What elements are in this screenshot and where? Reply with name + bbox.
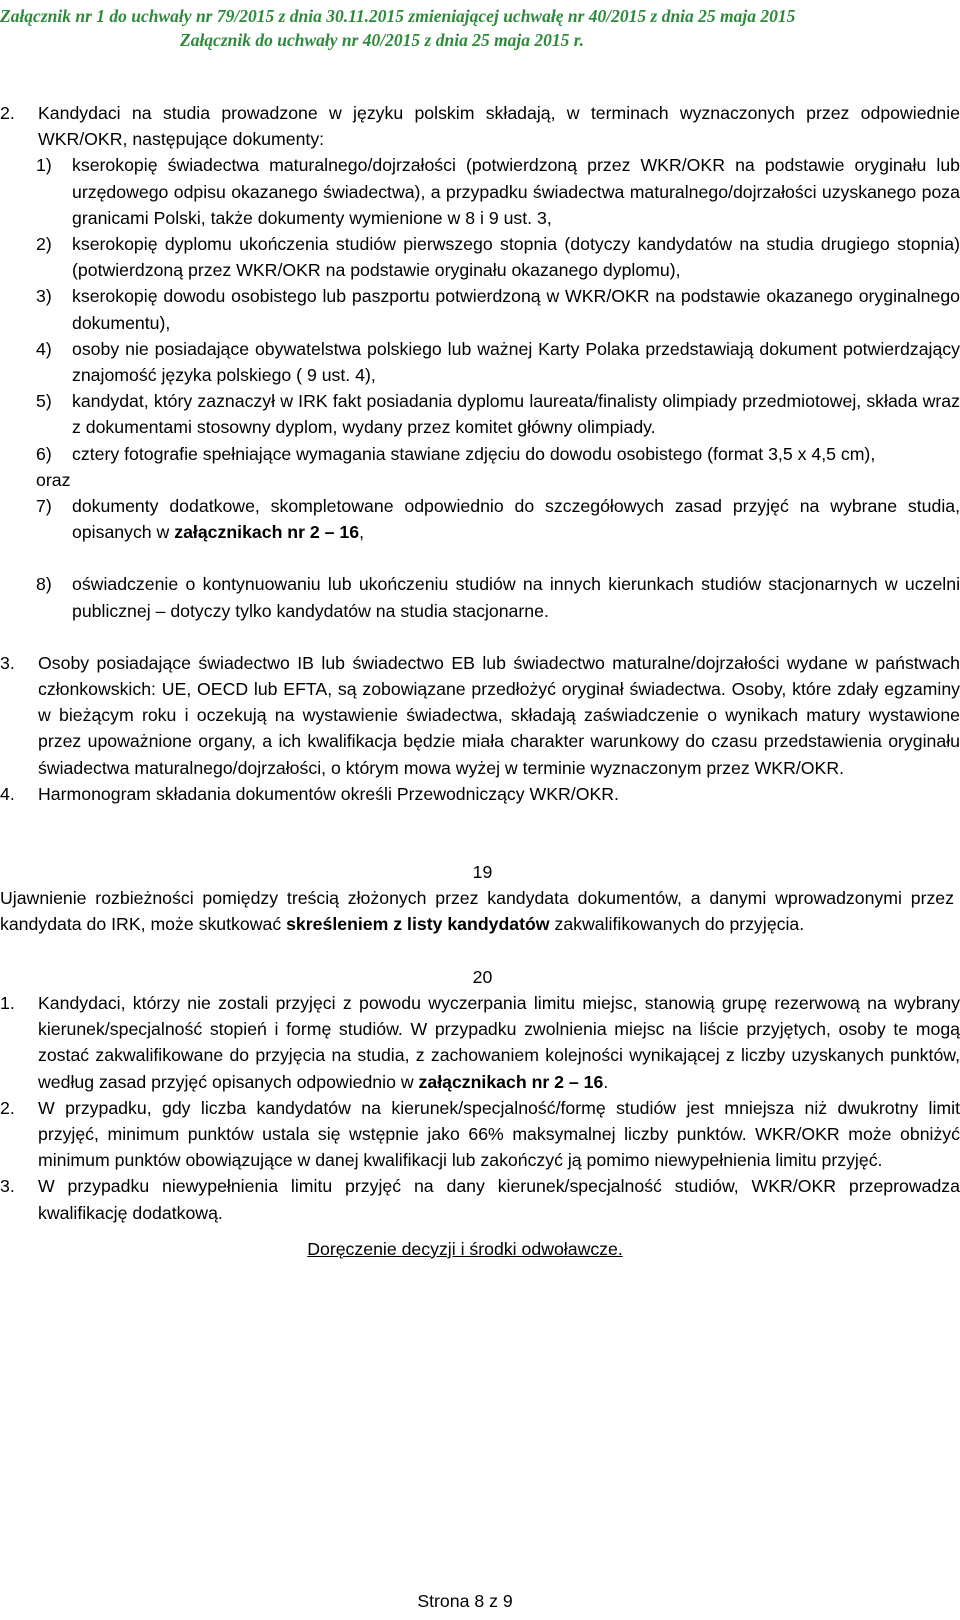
list-item (0, 283, 960, 335)
list-item-text (72, 493, 960, 545)
conjunction-text: oraz (36, 469, 71, 490)
list-item (0, 441, 960, 467)
section-19-heading (0, 859, 960, 885)
point-text: Harmonogram składania dokumentów określi Przewodniczący WKR/OKR. (38, 783, 619, 804)
point-text (38, 1173, 960, 1225)
point-text (38, 990, 960, 1095)
spacer (0, 624, 960, 650)
document-body (0, 100, 960, 1262)
list-item (0, 152, 960, 231)
text-run: dokumenty dodatkowe, skompletowane odpowiednio do szczegółowych zasad przyjęć na wybrane studia, opisanych w (72, 496, 960, 543)
point-number: 1. (0, 992, 15, 1013)
list-item-number: 3) (36, 286, 52, 307)
point-3 (0, 650, 960, 781)
point-number: 3. (0, 652, 15, 673)
list-item-number: 7) (36, 496, 52, 517)
list-item (0, 493, 960, 545)
point-text (38, 1095, 960, 1174)
section-20-heading (0, 964, 960, 990)
section-19-text (0, 885, 954, 937)
header-annex-label: Załącznik nr 1 (0, 6, 106, 26)
page-number: Strona 8 z 9 (417, 1591, 513, 1611)
text-run: oświadczenie o kontynuowaniu lub ukończeniu studiów na innych kierunkach studiów stacjonarnych w uczelni publicznej (72, 574, 960, 621)
list-item-number: 8) (36, 574, 52, 595)
list-item-number: 1) (36, 155, 52, 176)
text-run: W przypadku, gdy liczba kandydatów na kierunek/specjalność/formę studiów jest mniejsza niż dwukrotny limit przyjęć, minimum punktów ustala się wstępnie jako 66% maksymalnej liczby punktów. WKR/OKR może obniżyć minimum punktów obowiązujące w danej kwalifikacji lub zakończyć ją pomimo niewypełnienia limitu przyjęć. (38, 1097, 960, 1171)
point-text: Kandydaci na studia prowadzone w języku polskim składają, w terminach wyznaczonych przez odpowiednie WKR/OKR, następujące dokumenty: (38, 103, 960, 150)
section-title: Doręczenie decyzji i środki odwoławcze. (307, 1238, 623, 1259)
point-text: Osoby posiadające świadectwo IB lub świadectwo EB lub świadectwo maturalne/dojrzałości wydane w państwach członkowskich: UE, OECD lub EFTA, są zobowiązane przedłożyć oryginał świadectwa. Osoby, które zdały egzaminy w bieżącym roku i oczekują na wystawienie świadectwa, składają zaświadczenie o wynikach matury wystawione przez upoważnione organy, a ich kwalifikacja będzie miała charakter warunkowy do czasu przedstawienia oryginału świadectwa maturalnego/dojrzałości, o którym mowa wyżej w terminie wyznaczonym przez WKR/OKR. (38, 652, 960, 778)
list-item-text (72, 571, 960, 623)
list-item-number: 5) (36, 391, 52, 412)
section-number: 20 (472, 966, 493, 987)
list-item-text: osoby nie posiadające obywatelstwa polskiego lub ważnej Karty Polaka przedstawiają dokument potwierdzający znajomość języka polskiego ( 9 ust. 4), (72, 338, 960, 386)
spacer (0, 545, 960, 571)
list-item-number: 4) (36, 338, 52, 359)
text-run: – dotyczy tylko kandydatów na studia stacjonarne (155, 600, 544, 621)
list-item-text: kserokopię dyplomu ukończenia studiów pierwszego stopnia (dotyczy kandydatów na studia drugiego stopnia) (potwierdzoną przez WKR/OKR na podstawie oryginału okazanego dyplomu), (72, 234, 960, 281)
point-number: 2. (0, 103, 15, 123)
list-item-number: 2) (36, 234, 52, 255)
list-item (0, 336, 960, 388)
section-number: 19 (472, 862, 493, 883)
list-item-number: 6) (36, 443, 52, 464)
list-item (0, 231, 960, 283)
header-line-1 (0, 4, 960, 28)
text-run: . (543, 600, 549, 621)
text-run: , (359, 522, 365, 543)
text-run: zakwalifikowanych do przyjęcia. (549, 914, 805, 935)
spacer (0, 938, 960, 964)
page-header (0, 4, 960, 52)
header-annex-text: do uchwały nr 79/2015 z dnia 30.11.2015 zmieniającej uchwałę nr 40/2015 z dnia 25 maja 2015 (105, 6, 796, 26)
list-item-text: kserokopię świadectwa maturalnego/dojrzałości (potwierdzoną przez WKR/OKR na podstawie oryginału lub urzędowego odpisu okazanego świadectwa), a przypadku świadectwa maturalnego/dojrzałości uzyskanego poza granicami Polski, także dokumenty wymienione w 8 i 9 ust. 3, (72, 155, 960, 228)
list-item-text: kserokopię dowodu osobistego lub paszportu potwierdzoną w WKR/OKR na podstawie okazanego oryginalnego dokumentu), (72, 286, 960, 333)
section-20-point (0, 1095, 960, 1174)
bold-text-run: załącznikach nr 2 – 16 (174, 522, 360, 543)
text-run: W przypadku niewypełnienia limitu przyjęć na dany kierunek/specjalność studiów, WKR/OKR przeprowadza kwalifikację dodatkową. (38, 1176, 960, 1223)
header-line-2: Załącznik do uchwały nr 40/2015 z dnia 25 maja 2015 r. (180, 30, 585, 50)
text-run: . (603, 1071, 609, 1092)
point-number: 2. (0, 1097, 15, 1118)
section-20-point (0, 1173, 960, 1225)
spacer (0, 807, 960, 859)
list-item-text: cztery fotografie spełniające wymagania stawiane zdjęciu do dowodu osobistego (format 3,5 x 4,5 cm), (72, 443, 876, 464)
text-run: Ujawnienie rozbieżności pomiędzy treścią złożonych przez kandydata dokumentów, a danymi wprowadzonymi przez kandydata do IRK, może skutkować (0, 888, 954, 935)
bold-text-run: skreśleniem z listy kandydatów (286, 914, 550, 935)
section-20-point (0, 990, 960, 1095)
list-item-text: kandydat, który zaznaczył w IRK fakt posiadania dyplomu laureata/finalisty olimpiady przedmiotowej, składa wraz z dokumentami stosowny dyplom, wydany przez komitet główny olimpiady. (72, 391, 960, 438)
list-item (0, 388, 960, 440)
list-item (0, 571, 960, 623)
point-2 (0, 100, 960, 152)
point-number: 4. (0, 783, 15, 804)
point-4 (0, 781, 960, 807)
text-run: Kandydaci, którzy nie zostali przyjęci z powodu wyczerpania limitu miejsc, stanowią grupę rezerwową na wybrany kierunek/specjalność stopień i formę studiów. W przypadku zwolnienia miejsc na liście przyjętych, osoby te mogą zostać zakwalifikowane do przyjęcia na studia, z zachowaniem kolejności wynikającej z liczby uzyskanych punktów, według zasad przyjęć opisanych odpowiednio w (38, 992, 960, 1092)
bold-text-run: załącznikach nr 2 – 16 (418, 1071, 604, 1092)
point-number: 3. (0, 1176, 15, 1197)
